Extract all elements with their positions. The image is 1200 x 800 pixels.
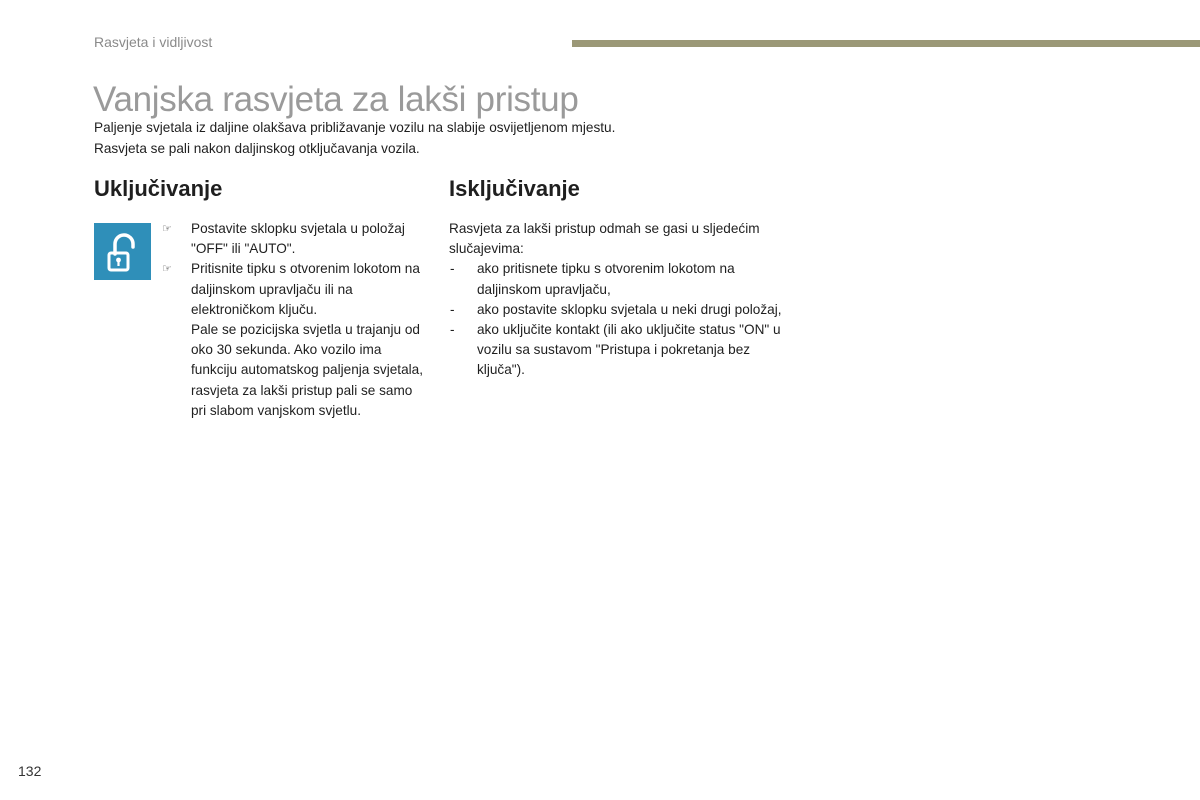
step-text: Pritisnite tipku s otvorenim lokotom na daljinskom upravljaču ili na elektroničkom ključu. xyxy=(191,261,420,317)
switch-on-steps xyxy=(162,219,424,421)
unlocked-padlock-icon xyxy=(94,223,151,280)
switch-off-conditions xyxy=(449,219,789,381)
section-header: Rasvjeta i vidljivost xyxy=(94,34,213,50)
intro-line-1: Paljenje svjetala iz daljine olakšava približavanje vozilu na slabije osvijetljenom mjestu. xyxy=(94,120,616,135)
condition-text: ako pritisnete tipku s otvorenim lokotom na daljinskom upravljaču, xyxy=(477,261,735,297)
list-item xyxy=(449,259,789,299)
pointing-hand-icon: ☞ xyxy=(162,263,172,276)
dash-bullet: - xyxy=(450,322,455,338)
switch-off-lead: Rasvjeta za lakši pristup odmah se gasi u sljedećim slučajevima: xyxy=(449,221,760,257)
header-rule xyxy=(572,40,1200,47)
intro-line-2: Rasvjeta se pali nakon daljinskog otključavanja vozila. xyxy=(94,140,420,156)
note-text: Pale se pozicijska svjetla u trajanju od oko 30 sekunda. Ako vozilo ima funkciju automatskog paljenja svjetala, rasvjeta za lakši pristup pali se samo pri slabom vanjskom svjetlu. xyxy=(191,322,423,418)
list-item xyxy=(162,259,424,320)
heading-switching-off: Isključivanje xyxy=(449,176,580,201)
dash-bullet: - xyxy=(450,261,455,277)
step-text: Postavite sklopku svjetala u položaj "OFF" ili "AUTO". xyxy=(191,221,405,257)
heading-switching-on: Uključivanje xyxy=(94,176,223,201)
pointing-hand-icon: ☞ xyxy=(162,223,172,235)
dash-bullet: - xyxy=(450,301,455,317)
intro-text xyxy=(94,118,794,159)
list-item xyxy=(449,300,789,320)
page-number: 132 xyxy=(18,763,42,779)
page-title: Vanjska rasvjeta za lakši pristup xyxy=(93,80,579,119)
list-item xyxy=(449,320,789,381)
condition-text: ako postavite sklopku svjetala u neki drugi položaj, xyxy=(477,301,782,317)
condition-text: ako uključite kontakt (ili ako uključite status "ON" u vozilu sa sustavom "Pristupa i pokretanja bez ključa"). xyxy=(477,322,781,378)
list-item xyxy=(162,219,424,259)
